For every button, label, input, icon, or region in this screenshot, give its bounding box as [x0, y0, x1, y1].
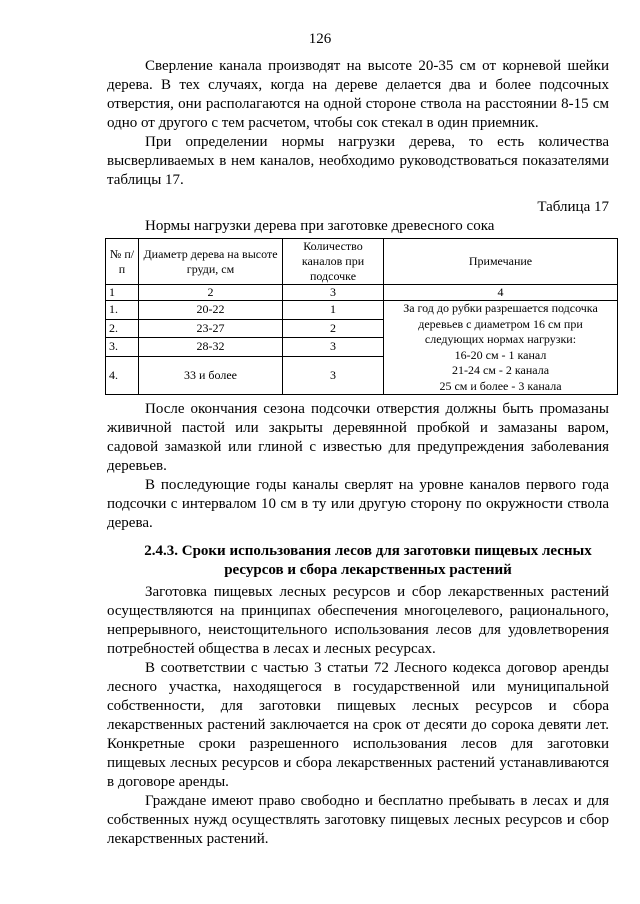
header-number: № п/п: [106, 239, 139, 285]
table-row: [106, 301, 618, 320]
row-number: 1.: [106, 301, 139, 320]
paragraph-load-norm: При определении нормы нагрузки дерева, то есть количества высверливаемых в нем каналов, необходимо руководствоваться показателями таблицы 17.: [107, 134, 609, 188]
row-channels: 1: [283, 301, 384, 320]
paragraph-lease-terms: В соответствии с частью 3 статьи 72 Лесного кодекса договор аренды лесного участка, находящегося в государственной или муниципальной собственности, для заготовки пищевых лесных ресурсов и сбора лекарственных растений заключается на срок от десяти до сорока девяти лет. Конкретные сроки разрешенного использования лесов для заготовки пищевых лесных ресурсов и сбора лекарственных растений устанавливаются в договоре аренды.: [107, 660, 609, 790]
table-header-row: [106, 239, 618, 285]
row-number: 3.: [106, 338, 139, 357]
section-heading: [107, 542, 609, 580]
column-number: 2: [139, 285, 283, 301]
row-channels: 3: [283, 338, 384, 357]
note-line: 25 см и более - 3 канала: [439, 378, 562, 393]
header-note: Примечание: [384, 239, 618, 285]
note-line: деревьев с диаметром 16 см при: [418, 316, 583, 331]
table-caption: Таблица 17: [537, 199, 609, 215]
page-number: 126: [308, 31, 332, 47]
row-diameter: 33 и более: [139, 356, 283, 394]
row-diameter: 23-27: [139, 319, 283, 338]
column-number-row: [106, 285, 618, 301]
note-cell: [384, 301, 618, 395]
section-heading-line: ресурсов и сбора лекарственных растений: [224, 562, 512, 578]
paragraph-principles: Заготовка пищевых лесных ресурсов и сбор лекарственных растений осуществляются на принципах обеспечения многоцелевого, рационального, непрерывного, неистощительного использования лесов для удовлетворения потребностей общества в лесах и лесных ресурсах.: [107, 584, 609, 657]
paragraph-following-years: В последующие годы каналы сверлят на уровне каналов первого года подсочки с интервалом 10 см в ту или другую сторону по окружности ствола дерева.: [107, 477, 609, 531]
section-heading-line: 2.4.3. Сроки использования лесов для заготовки пищевых лесных: [144, 543, 592, 559]
table-title: Нормы нагрузки дерева при заготовке древесного сока: [145, 218, 495, 234]
row-channels: 2: [283, 319, 384, 338]
column-number: 3: [283, 285, 384, 301]
row-channels: 3: [283, 356, 384, 394]
note-line: следующих нормах нагрузки:: [424, 332, 577, 346]
row-diameter: 28-32: [139, 338, 283, 357]
note-line: 21-24 см - 2 канала: [451, 363, 550, 377]
row-diameter: 20-22: [139, 301, 283, 320]
document-body: [107, 57, 609, 849]
column-number: 1: [106, 285, 139, 301]
column-number: 4: [384, 285, 618, 301]
header-channels: Количество каналов при подсочке: [283, 239, 384, 285]
note-line: За год до рубки разрешается подсочка: [403, 301, 598, 315]
row-number: 4.: [106, 356, 139, 394]
row-number: 2.: [106, 319, 139, 338]
header-diameter: Диаметр дерева на высоте груди, см: [139, 239, 283, 285]
paragraph-sealing: После окончания сезона подсочки отверстия должны быть промазаны живичной пастой или закрыты деревянной пробкой и замазаны варом, садовой замазкой или глиной с известью для предупреждения заболевания деревьев.: [107, 401, 609, 474]
note-line: 16-20 см - 1 канал: [454, 347, 547, 362]
paragraph-citizens-rights: Граждане имеют право свободно и бесплатно пребывать в лесах и для собственных нужд осуществлять заготовку пищевых лесных ресурсов и сбор лекарственных растений.: [107, 793, 609, 847]
post-table-text: [107, 400, 609, 533]
load-norms-table: [105, 238, 618, 395]
paragraph-drilling-height: Сверление канала производят на высоте 20-35 см от корневой шейки дерева. В тех случаях, когда на дереве делается два и более подсочных отверстия, они располагаются на одной стороне ствола на расстоянии 8-15 см одно от другого с тем расчетом, чтобы сок стекал в один приемник.: [107, 58, 609, 131]
